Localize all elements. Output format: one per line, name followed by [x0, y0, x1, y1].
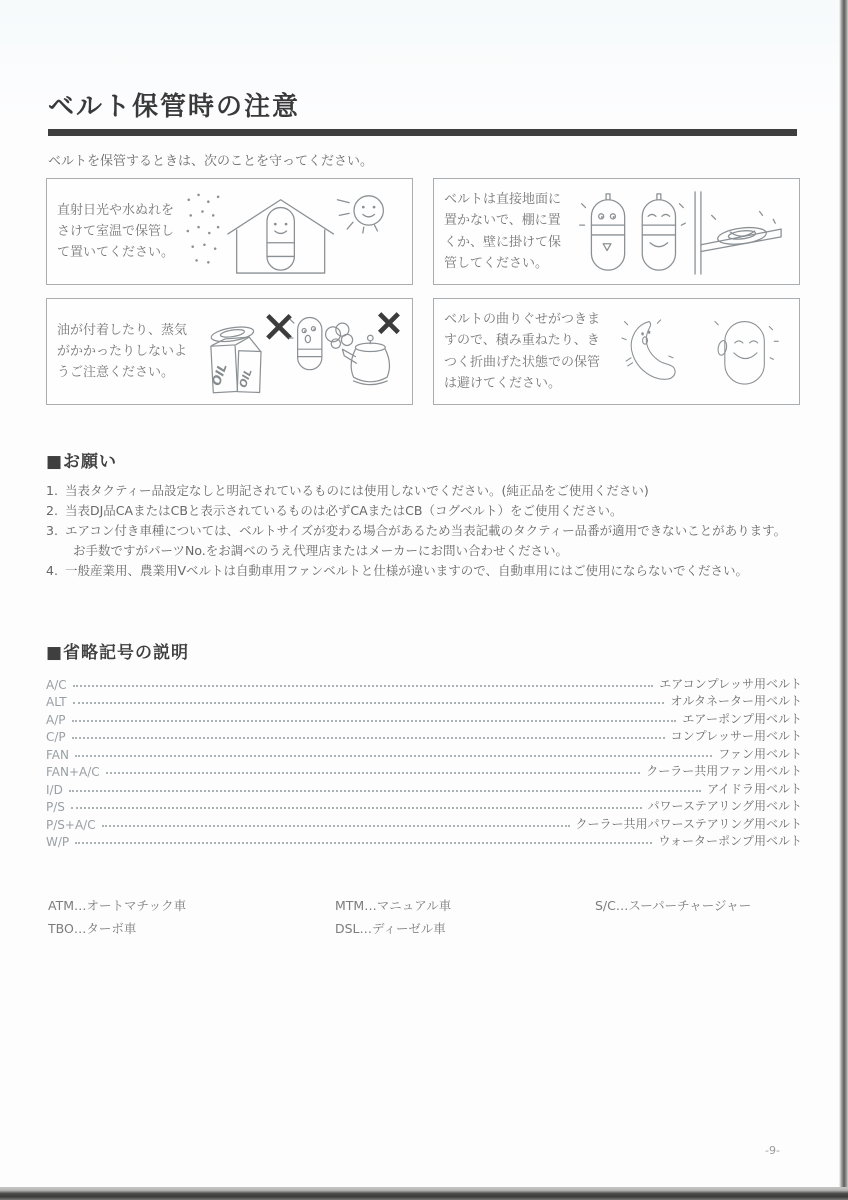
abbreviation-row — [46, 762, 802, 780]
storage-note-box — [46, 298, 413, 405]
hanging-belts-icon — [580, 193, 686, 269]
dot-leader — [71, 807, 642, 809]
abbreviation-section — [46, 638, 802, 849]
abbreviation-desc: クーラー共用パワーステアリング用ベルト — [575, 816, 802, 831]
abbreviation-row — [46, 832, 802, 850]
dot-leader — [75, 755, 712, 757]
vehicle-code: ATM…オートマチック車 — [48, 898, 187, 913]
house-icon — [228, 199, 334, 272]
svg-text:OIL: OIL — [236, 366, 255, 389]
abbreviation-desc: エアコンプレッサ用ベルト — [659, 676, 802, 691]
notice-item-number: 1. — [46, 483, 58, 498]
scan-edge-right — [839, 0, 848, 1200]
abbreviation-row — [46, 779, 802, 797]
sun-icon — [337, 195, 383, 232]
abbreviation-row — [46, 744, 802, 762]
notice-item-text: 当表タクティー品設定なしと明記されているものには使用しないでください。(純正品をご使用ください) — [65, 483, 649, 498]
abbreviation-list — [46, 674, 802, 849]
storage-note-illustration — [197, 308, 402, 396]
abbreviation-row — [46, 814, 802, 832]
storage-note-box — [46, 178, 413, 285]
storage-note-illustration — [175, 188, 402, 276]
notice-item-number: 4. — [46, 563, 58, 578]
abbreviation-desc: アイドラ用ベルト — [707, 781, 802, 796]
dot-leader — [69, 790, 701, 792]
dot-leader — [73, 685, 654, 687]
notice-section — [46, 447, 802, 581]
storage-note-text: 直射日光や水ぬれをさけて室温で保管して置いてください。 — [57, 202, 175, 261]
abbreviation-row — [46, 727, 802, 745]
abbreviation-desc: コンプレッサー用ベルト — [670, 729, 802, 743]
storage-note-illustration — [608, 308, 789, 396]
dot-leader — [102, 825, 570, 827]
notice-item-text: 一般産業用、農業用Vベルトは自動車用ファンベルトと仕様が違いますので、自動車用にはご使用にならないでください。 — [65, 563, 749, 578]
abbreviation-heading: ■省略記号の説明 — [46, 643, 190, 663]
dot-leader — [72, 720, 677, 722]
abbreviation-code: FAN+A/C — [46, 765, 100, 779]
abbreviation-desc: オルタネーター用ベルト — [670, 694, 802, 708]
abbreviation-row — [46, 709, 802, 727]
svg-text:OIL: OIL — [209, 361, 230, 388]
happy-belt-icon — [715, 321, 778, 384]
title-rule — [48, 129, 797, 136]
abbreviation-row — [46, 692, 802, 710]
notice-heading: ■お願い — [46, 452, 118, 472]
kettle-steam-icon — [289, 317, 389, 384]
abbreviation-desc: クーラー共用ファン用ベルト — [646, 764, 802, 778]
notice-item-text: お手数ですがパーツNo.をお調べのうえ代理店またはメーカーにお問い合わせください。 — [73, 543, 569, 558]
dot-leader — [72, 737, 665, 739]
abbreviation-code: P/S — [46, 800, 65, 814]
abbreviation-code: ALT — [46, 695, 67, 709]
abbreviation-row — [46, 674, 802, 692]
notice-list — [46, 481, 802, 581]
storage-note-box — [433, 298, 800, 405]
abbreviation-code: A/C — [46, 677, 67, 692]
notice-item — [46, 501, 802, 521]
dot-leader — [75, 842, 652, 844]
abbreviation-desc: エアーポンプ用ベルト — [682, 711, 802, 726]
intro-text: ベルトを保管するときは、次のことを守ってください。 — [48, 154, 374, 169]
storage-note-text: ベルトの曲りぐせがつきますので、積み重ねたり、きつく折曲げた状態での保管は避けてください。 — [444, 312, 601, 391]
abbreviation-code: FAN — [46, 747, 69, 762]
cross-icon — [380, 313, 399, 332]
notice-item — [46, 481, 802, 501]
bent-belt-icon — [622, 319, 675, 378]
notice-item-number: 3. — [46, 523, 58, 538]
abbreviation-desc: ウォーターポンプ用ベルト — [658, 834, 802, 848]
scan-edge-bottom — [0, 1187, 848, 1200]
vehicle-code — [595, 917, 778, 940]
vehicle-code: MTM…マニュアル車 — [335, 898, 452, 913]
abbreviation-desc: パワーステアリング用ベルト — [647, 799, 802, 813]
notice-item-text: 当表DJ品CAまたはCBと表示されているものは必ずCAまたはCB（コグベルト）をご使用ください。 — [65, 503, 623, 518]
oil-cans-icon — [209, 324, 261, 392]
vehicle-code-legend — [48, 894, 778, 940]
abbreviation-code: C/P — [46, 730, 66, 744]
notice-item-continuation — [46, 541, 802, 561]
rain-icon — [187, 193, 220, 263]
notice-item-text: エアコン付き車種については、ベルトサイズが変わる場合があるため当表記載のタクティー品番が適用できないことがあります。 — [65, 523, 787, 538]
storage-note-text: 油が付着したり、蒸気がかかったりしないようご注意ください。 — [57, 322, 188, 381]
vehicle-code: S/C…スーパーチャージャー — [595, 898, 752, 913]
notice-item-number: 2. — [46, 503, 58, 518]
abbreviation-code: W/P — [46, 835, 70, 849]
cross-icon — [268, 315, 290, 337]
storage-note-box — [433, 178, 800, 285]
notice-item — [46, 561, 802, 581]
storage-note-illustration — [562, 188, 789, 276]
storage-notes-grid — [46, 178, 800, 405]
notice-item — [46, 521, 802, 541]
abbreviation-row — [46, 797, 802, 815]
storage-note-text: ベルトは直接地面に置かないで、棚に置くか、壁に掛けて保管してください。 — [444, 192, 562, 271]
abbreviation-code: A/P — [46, 712, 66, 727]
vehicle-code: DSL…ディーゼル車 — [335, 921, 446, 936]
page-title: ベルト保管時の注意 — [48, 92, 301, 122]
abbreviation-code: P/S+A/C — [46, 817, 96, 832]
vehicle-code: TBO…ターボ車 — [48, 921, 137, 936]
abbreviation-desc: ファン用ベルト — [718, 746, 802, 761]
dot-leader — [106, 772, 641, 774]
page-number: -9- — [765, 1144, 780, 1157]
belt-character-icon — [267, 207, 294, 270]
dot-leader — [73, 702, 665, 704]
abbreviation-code: I/D — [46, 782, 63, 797]
shelf-belt-icon — [695, 191, 781, 273]
